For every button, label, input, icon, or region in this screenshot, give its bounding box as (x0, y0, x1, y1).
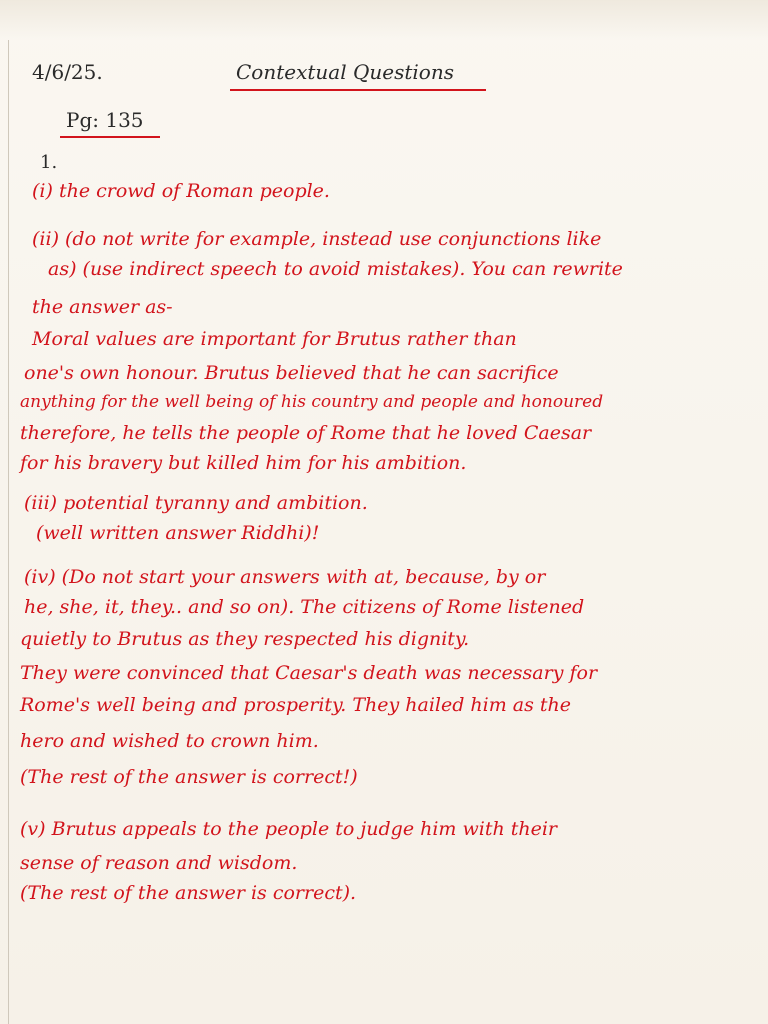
answer-line: (iv) (Do not start your answers with at, because, by or (24, 566, 546, 588)
answer-line: the answer as- (32, 296, 173, 318)
answer-line: sense of reason and wisdom. (20, 852, 298, 874)
page-reference-underline (60, 136, 160, 138)
answer-line: one's own honour. Brutus believed that he can sacrifice (24, 362, 559, 384)
date: 4/6/25. (32, 60, 103, 84)
page-reference: Pg: 135 (66, 108, 144, 132)
answer-line: therefore, he tells the people of Rome that he loved Caesar (20, 422, 592, 444)
answer-line: (well written answer Riddhi)! (36, 522, 320, 544)
margin-line (8, 40, 9, 1024)
answer-line: Moral values are important for Brutus rather than (32, 328, 517, 350)
answer-line: (v) Brutus appeals to the people to judge him with their (20, 818, 558, 840)
answer-line: (ii) (do not write for example, instead use conjunctions like (32, 228, 602, 250)
answer-line: Rome's well being and prosperity. They hailed him as the (20, 694, 572, 716)
question-number: 1. (40, 152, 58, 173)
answer-line: (i) the crowd of Roman people. (32, 180, 330, 202)
answer-line: he, she, it, they.. and so on). The citizens of Rome listened (24, 596, 585, 618)
answer-line: (iii) potential tyranny and ambition. (24, 492, 368, 514)
answer-line: quietly to Brutus as they respected his dignity. (20, 628, 470, 650)
answer-line: (The rest of the answer is correct!) (20, 766, 358, 788)
answer-line: for his bravery but killed him for his ambition. (20, 452, 467, 474)
page-top-shadow (0, 0, 768, 40)
page-title: Contextual Questions (236, 60, 454, 84)
answer-line: They were convinced that Caesar's death was necessary for (20, 662, 598, 684)
answer-line: anything for the well being of his country and people and honoured (20, 392, 604, 412)
answer-line: as) (use indirect speech to avoid mistakes). You can rewrite (48, 258, 623, 280)
answer-line: (The rest of the answer is correct). (20, 882, 357, 904)
answer-line: hero and wished to crown him. (20, 730, 319, 752)
title-underline (230, 89, 486, 91)
